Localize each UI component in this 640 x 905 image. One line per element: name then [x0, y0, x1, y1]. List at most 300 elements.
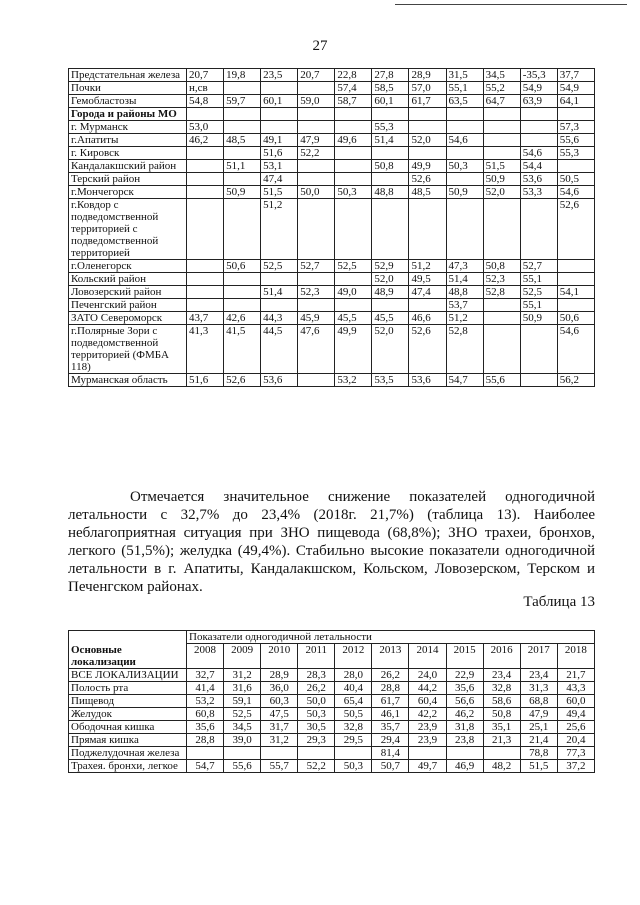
value-cell: 43,7	[187, 312, 224, 325]
table-row	[69, 260, 595, 273]
value-cell: 31,8	[446, 720, 483, 733]
one-year-lethality-table	[68, 630, 595, 773]
value-cell	[187, 108, 224, 121]
value-cell: 53,6	[520, 173, 557, 186]
value-cell: 50,6	[557, 312, 594, 325]
value-cell: 24,0	[409, 668, 446, 681]
value-cell	[557, 108, 594, 121]
table-row	[69, 299, 595, 312]
value-cell: 31,6	[224, 681, 261, 694]
value-cell: 52,6	[409, 173, 446, 186]
table-row	[69, 273, 595, 286]
value-cell: 52,0	[409, 134, 446, 147]
value-cell: 63,5	[446, 95, 483, 108]
value-cell: 25,6	[557, 720, 594, 733]
value-cell: 77,3	[557, 746, 594, 759]
table-super-header-row	[69, 631, 595, 644]
value-cell: 28,9	[409, 69, 446, 82]
value-cell	[224, 108, 261, 121]
value-cell: 23,9	[409, 720, 446, 733]
value-cell: 50,6	[224, 260, 261, 273]
value-cell: 53,6	[409, 374, 446, 387]
table-row	[69, 733, 595, 746]
value-cell: 52,7	[298, 260, 335, 273]
year-header: 2015	[446, 644, 483, 669]
value-cell: 45,9	[298, 312, 335, 325]
value-cell	[224, 299, 261, 312]
value-cell: 56,6	[446, 694, 483, 707]
value-cell: 50,8	[483, 260, 520, 273]
value-cell: 43,3	[557, 681, 594, 694]
value-cell	[483, 147, 520, 160]
table-row	[69, 69, 595, 82]
year-header: 2011	[298, 644, 335, 669]
row-label: Гемобластозы	[69, 95, 187, 108]
value-cell	[224, 121, 261, 134]
value-cell: 51,5	[483, 160, 520, 173]
table-row	[69, 681, 595, 694]
value-cell: 60,3	[261, 694, 298, 707]
value-cell: 47,6	[298, 325, 335, 374]
value-cell	[335, 299, 372, 312]
value-cell: 52,3	[298, 286, 335, 299]
value-cell	[224, 147, 261, 160]
value-cell	[261, 82, 298, 95]
value-cell: 51,4	[261, 286, 298, 299]
value-cell: 60,1	[372, 95, 409, 108]
value-cell: 49,7	[409, 759, 446, 772]
value-cell: 52,2	[298, 759, 335, 772]
value-cell	[372, 199, 409, 260]
value-cell: 60,0	[557, 694, 594, 707]
value-cell	[520, 108, 557, 121]
value-cell: 54,6	[446, 134, 483, 147]
value-cell: 50,0	[298, 186, 335, 199]
value-cell	[446, 121, 483, 134]
value-cell: 55,6	[224, 759, 261, 772]
value-cell: 47,4	[409, 286, 446, 299]
value-cell	[298, 82, 335, 95]
value-cell	[298, 746, 335, 759]
value-cell	[409, 199, 446, 260]
value-cell	[298, 273, 335, 286]
value-cell: 27,8	[372, 69, 409, 82]
value-cell	[187, 260, 224, 273]
value-cell: 22,8	[335, 69, 372, 82]
value-cell: 49,0	[335, 286, 372, 299]
value-cell	[298, 121, 335, 134]
value-cell	[483, 312, 520, 325]
value-cell	[187, 173, 224, 186]
value-cell	[483, 199, 520, 260]
value-cell: 49,1	[261, 134, 298, 147]
value-cell: 64,7	[483, 95, 520, 108]
row-label: Ловозерский район	[69, 286, 187, 299]
value-cell: 51,6	[187, 374, 224, 387]
value-cell: 28,3	[298, 668, 335, 681]
value-cell: 29,3	[298, 733, 335, 746]
value-cell	[446, 108, 483, 121]
value-cell: 46,9	[446, 759, 483, 772]
value-cell	[409, 746, 446, 759]
value-cell: 37,7	[557, 69, 594, 82]
value-cell	[557, 273, 594, 286]
value-cell	[372, 299, 409, 312]
value-cell: 48,8	[372, 186, 409, 199]
table-row	[69, 186, 595, 199]
value-cell: 32,8	[483, 681, 520, 694]
value-cell: 51,5	[261, 186, 298, 199]
value-cell: 41,5	[224, 325, 261, 374]
value-cell: 50,3	[446, 160, 483, 173]
value-cell: 50,9	[446, 186, 483, 199]
value-cell: 58,7	[335, 95, 372, 108]
value-cell: 59,1	[224, 694, 261, 707]
value-cell: 49,9	[409, 160, 446, 173]
value-cell: 52,5	[520, 286, 557, 299]
value-cell: 61,7	[409, 95, 446, 108]
value-cell	[335, 108, 372, 121]
value-cell: 61,7	[372, 694, 409, 707]
value-cell: 50,3	[335, 759, 372, 772]
value-cell	[298, 160, 335, 173]
value-cell: 32,7	[187, 668, 224, 681]
value-cell: 55,6	[557, 134, 594, 147]
value-cell: 47,5	[261, 707, 298, 720]
table-row	[69, 668, 595, 681]
value-cell: 55,3	[372, 121, 409, 134]
row-label: Желудок	[69, 707, 187, 720]
table-year-header-row	[69, 644, 595, 669]
table-row	[69, 95, 595, 108]
value-cell	[446, 746, 483, 759]
value-cell: 35,7	[372, 720, 409, 733]
value-cell: 60,8	[187, 707, 224, 720]
value-cell	[520, 199, 557, 260]
value-cell: 48,8	[446, 286, 483, 299]
value-cell: 57,3	[557, 121, 594, 134]
value-cell: 26,2	[298, 681, 335, 694]
row-label: Трахея. бронхи, легкое	[69, 759, 187, 772]
value-cell	[298, 173, 335, 186]
value-cell: 23,4	[520, 668, 557, 681]
value-cell: 65,4	[335, 694, 372, 707]
value-cell: 64,1	[557, 95, 594, 108]
value-cell	[372, 147, 409, 160]
value-cell	[483, 746, 520, 759]
value-cell: 28,8	[187, 733, 224, 746]
row-label: Города и районы МО	[69, 108, 187, 121]
value-cell	[187, 147, 224, 160]
value-cell: 55,1	[446, 82, 483, 95]
row-label: Кандалакшский район	[69, 160, 187, 173]
page-number: 27	[312, 38, 328, 54]
value-cell: 20,7	[298, 69, 335, 82]
value-cell	[483, 134, 520, 147]
top-rule	[395, 4, 627, 5]
value-cell: 54,1	[557, 286, 594, 299]
table-row	[69, 173, 595, 186]
value-cell: 36,0	[261, 681, 298, 694]
value-cell	[520, 134, 557, 147]
year-header: 2008	[187, 644, 224, 669]
value-cell: 22,9	[446, 668, 483, 681]
super-header: Показатели одногодичной летальности	[187, 631, 595, 644]
value-cell: 59,0	[298, 95, 335, 108]
value-cell: 31,2	[224, 668, 261, 681]
value-cell: 29,4	[372, 733, 409, 746]
value-cell: 47,4	[261, 173, 298, 186]
year-header: 2012	[335, 644, 372, 669]
value-cell: 49,9	[335, 325, 372, 374]
value-cell: 21,7	[557, 668, 594, 681]
value-cell	[446, 173, 483, 186]
table-row	[69, 746, 595, 759]
table-row	[69, 707, 595, 720]
table-row	[69, 160, 595, 173]
value-cell: 44,5	[261, 325, 298, 374]
value-cell: 50,5	[335, 707, 372, 720]
row-label: г.Ковдор с подведомственной территорией с подведомственной территорией	[69, 199, 187, 260]
year-header: 2009	[224, 644, 261, 669]
value-cell: 47,9	[298, 134, 335, 147]
value-cell: 50,7	[372, 759, 409, 772]
value-cell	[409, 121, 446, 134]
value-cell: 52,6	[224, 374, 261, 387]
value-cell	[187, 286, 224, 299]
value-cell	[335, 160, 372, 173]
value-cell	[520, 121, 557, 134]
value-cell	[335, 199, 372, 260]
value-cell: 53,6	[261, 374, 298, 387]
value-cell: 59,7	[224, 95, 261, 108]
table-row	[69, 121, 595, 134]
value-cell: 55,1	[520, 299, 557, 312]
value-cell: 51,2	[409, 260, 446, 273]
value-cell: 52,5	[335, 260, 372, 273]
value-cell: 47,9	[520, 707, 557, 720]
value-cell: 41,4	[187, 681, 224, 694]
value-cell: 48,9	[372, 286, 409, 299]
value-cell: 23,5	[261, 69, 298, 82]
value-cell	[298, 199, 335, 260]
value-cell: 48,2	[483, 759, 520, 772]
value-cell: 40,4	[335, 681, 372, 694]
value-cell: 53,1	[261, 160, 298, 173]
value-cell: 54,4	[520, 160, 557, 173]
value-cell: 54,9	[520, 82, 557, 95]
row-label: Кольский район	[69, 273, 187, 286]
value-cell: 31,3	[520, 681, 557, 694]
value-cell: 39,0	[224, 733, 261, 746]
value-cell: 68,8	[520, 694, 557, 707]
value-cell: 55,1	[520, 273, 557, 286]
value-cell: 21,4	[520, 733, 557, 746]
value-cell: 78,8	[520, 746, 557, 759]
value-cell: 58,6	[483, 694, 520, 707]
value-cell: 21,3	[483, 733, 520, 746]
value-cell: 50,8	[372, 160, 409, 173]
value-cell: 50,9	[224, 186, 261, 199]
value-cell	[335, 273, 372, 286]
value-cell: 60,4	[409, 694, 446, 707]
value-cell: 57,4	[335, 82, 372, 95]
row-label: Ободочная кишка	[69, 720, 187, 733]
value-cell	[187, 186, 224, 199]
value-cell: 20,7	[187, 69, 224, 82]
value-cell: 46,2	[446, 707, 483, 720]
value-cell: 52,3	[483, 273, 520, 286]
value-cell: 57,0	[409, 82, 446, 95]
value-cell: 31,5	[446, 69, 483, 82]
value-cell: 31,2	[261, 733, 298, 746]
value-cell: 53,5	[372, 374, 409, 387]
value-cell: 52,0	[372, 325, 409, 374]
value-cell: 45,5	[372, 312, 409, 325]
value-cell	[335, 746, 372, 759]
value-cell	[409, 108, 446, 121]
value-cell: 35,1	[483, 720, 520, 733]
value-cell	[557, 299, 594, 312]
value-cell: 25,1	[520, 720, 557, 733]
row-label: г. Кировск	[69, 147, 187, 160]
value-cell	[298, 374, 335, 387]
value-cell	[224, 286, 261, 299]
value-cell: 52,0	[483, 186, 520, 199]
value-cell: 55,2	[483, 82, 520, 95]
value-cell: 49,4	[557, 707, 594, 720]
value-cell: 52,8	[446, 325, 483, 374]
table-row	[69, 325, 595, 374]
value-cell: 52,5	[261, 260, 298, 273]
value-cell: 49,5	[409, 273, 446, 286]
value-cell	[224, 746, 261, 759]
value-cell	[483, 299, 520, 312]
value-cell: 52,6	[557, 199, 594, 260]
table-corner-cell	[69, 631, 187, 644]
value-cell: 19,8	[224, 69, 261, 82]
value-cell: 42,6	[224, 312, 261, 325]
value-cell	[483, 121, 520, 134]
value-cell: 51,5	[520, 759, 557, 772]
value-cell: 50,9	[520, 312, 557, 325]
value-cell: 51,4	[372, 134, 409, 147]
row-label: ВСЕ ЛОКАЛИЗАЦИИ	[69, 668, 187, 681]
value-cell	[446, 199, 483, 260]
row-label: Предстательная железа	[69, 69, 187, 82]
value-cell	[261, 121, 298, 134]
row-label: Почки	[69, 82, 187, 95]
value-cell	[557, 260, 594, 273]
value-cell: 54,8	[187, 95, 224, 108]
table-caption: Таблица 13	[523, 594, 595, 610]
row-label: Терский район	[69, 173, 187, 186]
value-cell: 54,7	[446, 374, 483, 387]
value-cell: 56,2	[557, 374, 594, 387]
value-cell	[224, 199, 261, 260]
row-label: г. Мурманск	[69, 121, 187, 134]
table-row	[69, 199, 595, 260]
value-cell: 47,3	[446, 260, 483, 273]
value-cell	[261, 746, 298, 759]
row-label: ЗАТО Североморск	[69, 312, 187, 325]
value-cell: 51,2	[261, 199, 298, 260]
value-cell	[187, 746, 224, 759]
row-label: Пищевод	[69, 694, 187, 707]
value-cell	[483, 108, 520, 121]
value-cell	[224, 82, 261, 95]
value-cell	[187, 160, 224, 173]
year-header: 2018	[557, 644, 594, 669]
value-cell	[409, 299, 446, 312]
value-cell: 50,5	[557, 173, 594, 186]
value-cell: 52,8	[483, 286, 520, 299]
value-cell: 53,2	[335, 374, 372, 387]
value-cell: 55,7	[261, 759, 298, 772]
value-cell	[261, 273, 298, 286]
value-cell: -35,3	[520, 69, 557, 82]
value-cell: 52,9	[372, 260, 409, 273]
value-cell: 44,2	[409, 681, 446, 694]
value-cell: 54,9	[557, 82, 594, 95]
value-cell: 48,5	[224, 134, 261, 147]
row-label: г.Оленегорск	[69, 260, 187, 273]
row-label: Прямая кишка	[69, 733, 187, 746]
value-cell: 46,6	[409, 312, 446, 325]
value-cell	[483, 325, 520, 374]
value-cell: 52,7	[520, 260, 557, 273]
value-cell	[187, 199, 224, 260]
value-cell: 51,1	[224, 160, 261, 173]
value-cell	[335, 147, 372, 160]
value-cell: 34,5	[483, 69, 520, 82]
value-cell: 30,5	[298, 720, 335, 733]
value-cell: 63,9	[520, 95, 557, 108]
value-cell: 37,2	[557, 759, 594, 772]
row-label: г.Полярные Зори с подведомственной территорией (ФМБА 118)	[69, 325, 187, 374]
value-cell: 46,1	[372, 707, 409, 720]
value-cell	[224, 273, 261, 286]
value-cell: 51,4	[446, 273, 483, 286]
value-cell: 44,3	[261, 312, 298, 325]
value-cell: 60,1	[261, 95, 298, 108]
value-cell: 55,6	[483, 374, 520, 387]
value-cell	[335, 173, 372, 186]
value-cell	[298, 108, 335, 121]
value-cell: 32,8	[335, 720, 372, 733]
localization-table-continued	[68, 68, 595, 387]
value-cell: 23,9	[409, 733, 446, 746]
body-paragraph: Отмечается значительное снижение показателей одногодичной летальности с 32,7% до 23,4% (2018г. 21,7%) (таблица 13). Наиболее неблагоприятная ситуация при ЗНО пищевода (68,8%); ЗНО трахеи, бронхов, легкого (51,5%); желудка (49,4%). Стабильно высокие показатели одногодичной летальности в г. Апатиты, Кандалакшском, Кольском, Ловозерском, Терском и Печенгском районах.	[68, 489, 595, 595]
value-cell: 42,2	[409, 707, 446, 720]
value-cell: 41,3	[187, 325, 224, 374]
value-cell	[409, 147, 446, 160]
value-cell: 54,6	[557, 186, 594, 199]
value-cell	[520, 374, 557, 387]
value-cell	[187, 273, 224, 286]
value-cell: 45,5	[335, 312, 372, 325]
value-cell	[187, 299, 224, 312]
value-cell: 46,2	[187, 134, 224, 147]
value-cell	[261, 299, 298, 312]
value-cell: 23,4	[483, 668, 520, 681]
value-cell: 23,8	[446, 733, 483, 746]
table-row	[69, 694, 595, 707]
value-cell: 29,5	[335, 733, 372, 746]
value-cell	[372, 108, 409, 121]
value-cell	[335, 121, 372, 134]
year-header: 2010	[261, 644, 298, 669]
